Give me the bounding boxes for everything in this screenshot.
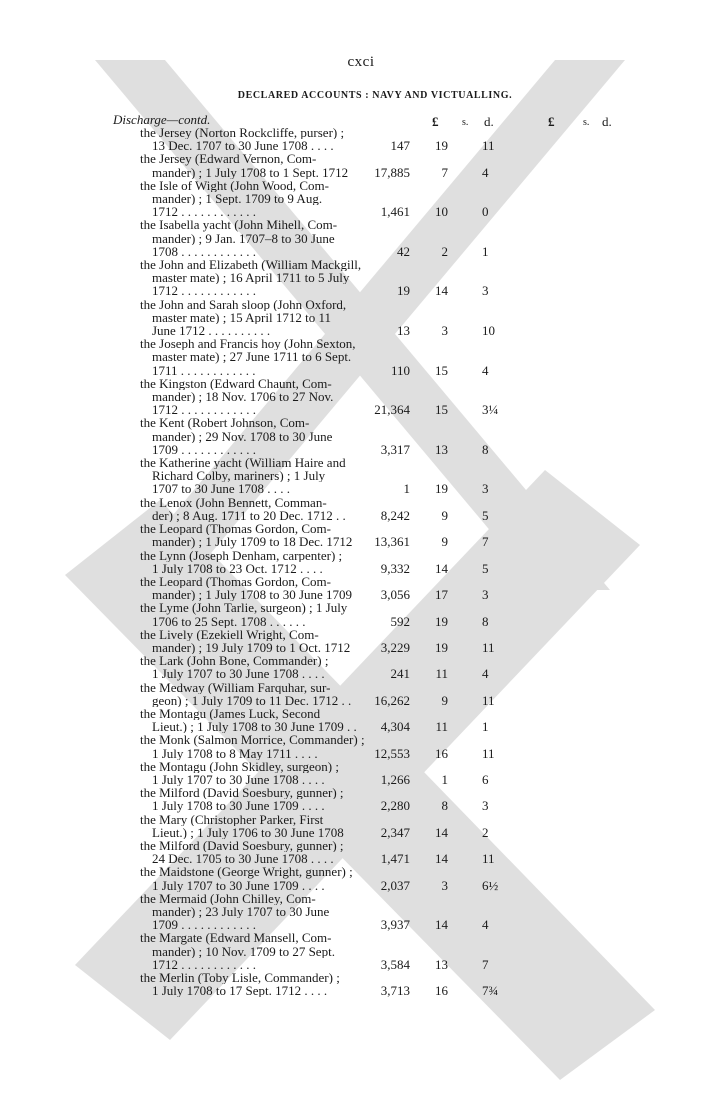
entry-pounds: 2,347	[380, 824, 410, 840]
entry-pence: 5	[482, 507, 489, 523]
running-head: DECLARED ACCOUNTS : NAVY AND VICTUALLING.	[237, 90, 513, 101]
entry-pence: 4	[482, 917, 489, 933]
entry-description	[140, 733, 394, 759]
entry-line: mander) ; 19 July 1709 to 1 Oct. 1712	[152, 640, 351, 655]
entry-pence: 4	[482, 164, 489, 180]
entry-pence: 1	[482, 719, 489, 735]
account-entry	[140, 707, 500, 733]
entry-pounds: 147	[390, 138, 410, 154]
entry-line: 1 July 1707 to 30 June 1708 . . . .	[152, 772, 325, 787]
entry-line: master mate) ; 15 April 1712 to 11	[152, 310, 331, 325]
entry-shillings: 14	[435, 283, 448, 299]
entry-pounds: 12,553	[374, 745, 410, 761]
entry-line: the Lark (John Bone, Commander) ;	[140, 654, 329, 668]
entry-line: the Mary (Christopher Parker, First	[140, 812, 324, 826]
entry-line: the Joseph and Francis hoy (John Sexton,	[140, 337, 356, 351]
account-entry	[140, 931, 500, 971]
account-entry	[140, 733, 500, 759]
entry-pence: 11	[482, 851, 495, 867]
entry-description	[140, 601, 394, 627]
entry-line: 1 July 1708 to 17 Sept. 1712 . . . .	[152, 984, 328, 998]
entry-shillings: 19	[435, 481, 448, 497]
entry-line: 24 Dec. 1705 to 30 June 1708 . . . .	[152, 852, 334, 866]
entry-line: mander) ; 23 July 1707 to 30 June	[152, 904, 330, 919]
entry-line: 1711 . . . . . . . . . . . .	[152, 363, 256, 377]
entry-line: the Milford (David Soesbury, gunner) ;	[140, 838, 344, 853]
account-entry	[140, 575, 500, 601]
pence-column-header: d.	[484, 114, 494, 129]
entry-pounds: 110	[390, 362, 410, 378]
entry-description	[140, 575, 394, 601]
entry-pence: 2	[482, 824, 489, 840]
entry-line: the Leopard (Thomas Gordon, Com-	[140, 574, 331, 589]
entry-pounds: 3,584	[380, 956, 410, 972]
entry-shillings: 19	[435, 613, 448, 629]
entry-line: the Leopard (Thomas Gordon, Com-	[140, 522, 331, 536]
entry-line: mander) ; 1 July 1708 to 1 Sept. 1712	[152, 165, 349, 179]
entry-line: the Lenox (John Bennett, Comman-	[140, 495, 327, 509]
entry-pence: 11	[482, 692, 495, 708]
entry-line: the John and Sarah sloop (John Oxford,	[140, 297, 347, 311]
account-entry	[140, 892, 500, 932]
entry-line: the Lyme (John Tarlie, surgeon) ; 1 July	[140, 601, 348, 615]
entry-shillings: 16	[435, 983, 448, 999]
entry-shillings: 9	[441, 692, 448, 708]
entry-pence: 3	[482, 481, 489, 497]
entry-line: 1712 . . . . . . . . . . . .	[152, 403, 256, 417]
entry-description	[140, 865, 394, 891]
entry-line: 1 July 1708 to 30 June 1709 . . . .	[152, 799, 325, 813]
entry-line: 1712 . . . . . . . . . . . .	[152, 957, 256, 971]
entry-shillings: 11	[435, 666, 448, 682]
entry-line: 1707 to 30 June 1708 . . . .	[152, 482, 290, 496]
entry-description	[140, 892, 394, 932]
entry-line: the Maidstone (George Wright, gunner) ;	[140, 865, 353, 879]
entry-pounds: 13,361	[374, 534, 410, 550]
entry-line: geon) ; 1 July 1709 to 11 Dec. 1712 . .	[152, 693, 352, 707]
entry-shillings: 19	[435, 639, 448, 655]
entry-pounds: 3,317	[380, 441, 410, 457]
entry-pence: 0	[482, 204, 489, 220]
entry-line: master mate) ; 27 June 1711 to 6 Sept.	[152, 350, 352, 364]
entry-line: 1712 . . . . . . . . . . . .	[152, 205, 256, 219]
entry-pounds: 241	[390, 666, 410, 682]
entry-pence: 11	[482, 138, 495, 154]
pounds-column-header: £	[432, 114, 439, 129]
account-entries	[140, 126, 500, 997]
account-entry	[140, 152, 500, 178]
entry-description	[140, 337, 394, 377]
entry-shillings: 16	[435, 745, 448, 761]
account-entry	[140, 971, 500, 997]
entry-line: the Milford (David Soesbury, gunner) ;	[140, 786, 344, 800]
entry-line: mander) ; 18 Nov. 1706 to 27 Nov.	[152, 390, 334, 404]
entry-pence: 7¾	[482, 983, 499, 999]
entry-shillings: 14	[435, 560, 448, 576]
entry-pounds: 4,304	[380, 719, 410, 735]
entry-pence: 1	[482, 243, 489, 259]
page-number: cxci	[347, 54, 375, 70]
entry-line: the Jersey (Edward Vernon, Com-	[140, 152, 317, 166]
entry-line: the Medway (William Farquhar, sur-	[140, 680, 331, 694]
entry-pounds: 9,332	[380, 560, 410, 576]
entry-line: 13 Dec. 1707 to 30 June 1708 . . . .	[152, 139, 334, 153]
entry-line: 1 July 1707 to 30 June 1708 . . . .	[152, 667, 325, 681]
entry-description	[140, 456, 394, 496]
account-entry	[140, 865, 500, 891]
entry-description	[140, 549, 394, 575]
pounds-total-column-header: £	[548, 114, 555, 129]
entry-description	[140, 179, 394, 219]
entry-pounds: 1,461	[380, 204, 410, 220]
entry-pounds: 19	[397, 283, 410, 299]
entry-shillings: 15	[435, 362, 448, 378]
account-entry	[140, 456, 500, 496]
entry-pence: 4	[482, 362, 489, 378]
account-entry	[140, 416, 500, 456]
entry-description	[140, 152, 394, 178]
entry-shillings: 14	[435, 917, 448, 933]
account-entry	[140, 654, 500, 680]
entry-description	[140, 760, 394, 786]
entry-pounds: 1	[403, 481, 410, 497]
entry-pence: 3	[482, 798, 489, 814]
entry-line: Lieut.) ; 1 July 1706 to 30 June 1708	[152, 825, 344, 839]
entry-pence: 3	[482, 587, 489, 603]
account-entry	[140, 628, 500, 654]
entry-description	[140, 126, 394, 152]
entry-line: mander) ; 1 July 1708 to 30 June 1709	[152, 588, 353, 602]
shillings-total-column-header: s.	[583, 117, 590, 128]
entry-description	[140, 218, 394, 258]
entry-description	[140, 839, 394, 865]
entry-description	[140, 654, 394, 680]
entry-description	[140, 931, 394, 971]
entry-pence: 8	[482, 441, 489, 457]
entry-shillings: 8	[441, 798, 448, 814]
entry-shillings: 2	[441, 243, 448, 259]
account-entry	[140, 786, 500, 812]
entry-line: 1709 . . . . . . . . . . . .	[152, 442, 256, 457]
entry-line: the Margate (Edward Mansell, Com-	[140, 931, 332, 945]
entry-line: mander) ; 1 Sept. 1709 to 9 Aug.	[152, 192, 323, 206]
entry-pence: 7	[482, 956, 489, 972]
entry-shillings: 3	[441, 323, 448, 339]
shillings-column-header: s.	[462, 117, 469, 128]
entry-shillings: 13	[435, 441, 448, 457]
entry-pence: 6½	[482, 877, 499, 893]
entry-pounds: 1,266	[380, 771, 410, 787]
entry-description	[140, 786, 394, 812]
account-entry	[140, 681, 500, 707]
account-entry	[140, 813, 500, 839]
entry-line: the Isabella yacht (John Mihell, Com-	[140, 218, 338, 232]
entry-line: the Jersey (Norton Rockcliffe, purser) ;	[140, 126, 345, 140]
account-entry	[140, 298, 500, 338]
entry-line: 1706 to 25 Sept. 1708 . . . . . .	[152, 614, 306, 628]
entry-line: the Merlin (Toby Lisle, Commander) ;	[140, 971, 340, 985]
account-entry	[140, 601, 500, 627]
entry-line: the Monk (Salmon Morrice, Commander) ;	[140, 733, 365, 747]
entry-line: the Lively (Ezekiell Wright, Com-	[140, 627, 319, 641]
entry-line: 1 July 1707 to 30 June 1709 . . . .	[152, 878, 325, 892]
entry-description	[140, 522, 394, 548]
account-entry	[140, 522, 500, 548]
entry-pounds: 2,280	[380, 798, 410, 814]
account-entry	[140, 258, 500, 298]
entry-line: the Kingston (Edward Chaunt, Com-	[140, 376, 332, 391]
account-entry	[140, 179, 500, 219]
entry-line: mander) ; 9 Jan. 1707–8 to 30 June	[152, 231, 335, 245]
entry-line: the Kent (Robert Johnson, Com-	[140, 416, 310, 430]
account-entry	[140, 337, 500, 377]
entry-line: master mate) ; 16 April 1711 to 5 July	[152, 271, 350, 285]
entry-pounds: 16,262	[374, 692, 410, 708]
entry-shillings: 14	[435, 824, 448, 840]
entry-description	[140, 416, 394, 456]
entry-line: the Mermaid (John Chilley, Com-	[140, 891, 316, 905]
entry-shillings: 17	[435, 587, 448, 603]
entry-line: Lieut.) ; 1 July 1708 to 30 June 1709 . .	[152, 720, 357, 734]
entry-shillings: 11	[435, 719, 448, 735]
entry-line: 1708 . . . . . . . . . . . .	[152, 244, 256, 259]
entry-pence: 4	[482, 666, 489, 682]
entry-line: Richard Colby, mariners) ; 1 July	[152, 469, 326, 483]
entry-line: 1 July 1708 to 23 Oct. 1712 . . . .	[152, 561, 323, 575]
entry-shillings: 9	[441, 534, 448, 550]
entry-pence: 11	[482, 639, 495, 655]
entry-line: the Isle of Wight (John Wood, Com-	[140, 178, 329, 193]
entry-line: the Montagu (James Luck, Second	[140, 706, 321, 721]
entry-description	[140, 496, 394, 522]
pence-total-column-header: d.	[602, 114, 612, 129]
entry-pounds: 3,713	[380, 983, 410, 999]
entry-line: the Katherine yacht (William Haire and	[140, 456, 346, 470]
account-entry	[140, 760, 500, 786]
section-heading: Discharge—contd.	[113, 112, 211, 127]
entry-line: the Lynn (Joseph Denham, carpenter) ;	[140, 548, 343, 562]
account-entry	[140, 549, 500, 575]
entry-line: mander) ; 29 Nov. 1708 to 30 June	[152, 429, 333, 443]
entry-shillings: 7	[441, 164, 448, 180]
entry-pence: 6	[482, 771, 489, 787]
entry-pence: 10	[482, 323, 495, 339]
entry-shillings: 15	[435, 402, 448, 418]
entry-line: the Montagu (John Skidley, surgeon) ;	[140, 759, 339, 773]
entry-shillings: 3	[441, 877, 448, 893]
entry-pence: 5	[482, 560, 489, 576]
entry-line: der) ; 8 Aug. 1711 to 20 Dec. 1712 . .	[152, 508, 346, 523]
entry-shillings: 13	[435, 956, 448, 972]
entry-line: the John and Elizabeth (William Mackgill,	[140, 258, 362, 272]
entry-pence: 3	[482, 283, 489, 299]
entry-pounds: 3,056	[380, 587, 410, 603]
entry-description	[140, 971, 394, 997]
account-entry	[140, 126, 500, 152]
entry-shillings: 14	[435, 851, 448, 867]
entry-description	[140, 628, 394, 654]
entry-description	[140, 298, 394, 338]
entry-pounds: 17,885	[374, 164, 410, 180]
entry-line: 1712 . . . . . . . . . . . .	[152, 284, 256, 298]
entry-line: June 1712 . . . . . . . . . .	[152, 324, 271, 338]
entry-pounds: 42	[397, 243, 410, 259]
account-entry	[140, 377, 500, 417]
entry-pence: 11	[482, 745, 495, 761]
entry-description	[140, 813, 394, 839]
entry-description	[140, 258, 394, 298]
entry-pounds: 1,471	[380, 851, 410, 867]
entry-shillings: 19	[435, 138, 448, 154]
entry-pence: 8	[482, 613, 489, 629]
entry-description	[140, 681, 394, 707]
entry-shillings: 10	[435, 204, 448, 220]
entry-pounds: 21,364	[374, 402, 410, 418]
entry-pounds: 3,229	[380, 639, 410, 655]
entry-line: 1709 . . . . . . . . . . . .	[152, 918, 256, 932]
entry-pence: 3¼	[482, 402, 499, 418]
entry-line: 1 July 1708 to 8 May 1711 . . . .	[152, 746, 318, 760]
entry-pounds: 8,242	[380, 507, 410, 523]
entry-shillings: 1	[441, 771, 448, 787]
entry-line: mander) ; 1 July 1709 to 18 Dec. 1712	[152, 535, 353, 549]
entry-line: mander) ; 10 Nov. 1709 to 27 Sept.	[152, 944, 335, 958]
entry-pounds: 13	[397, 323, 410, 339]
account-entry	[140, 496, 500, 522]
entry-pounds: 2,037	[380, 877, 410, 893]
entry-pounds: 3,937	[380, 917, 410, 933]
entry-description	[140, 377, 394, 417]
entry-description	[140, 707, 394, 733]
account-entry	[140, 839, 500, 865]
account-entry	[140, 218, 500, 258]
entry-shillings: 9	[441, 507, 448, 523]
entry-pence: 7	[482, 534, 489, 550]
entry-pounds: 592	[390, 613, 410, 629]
